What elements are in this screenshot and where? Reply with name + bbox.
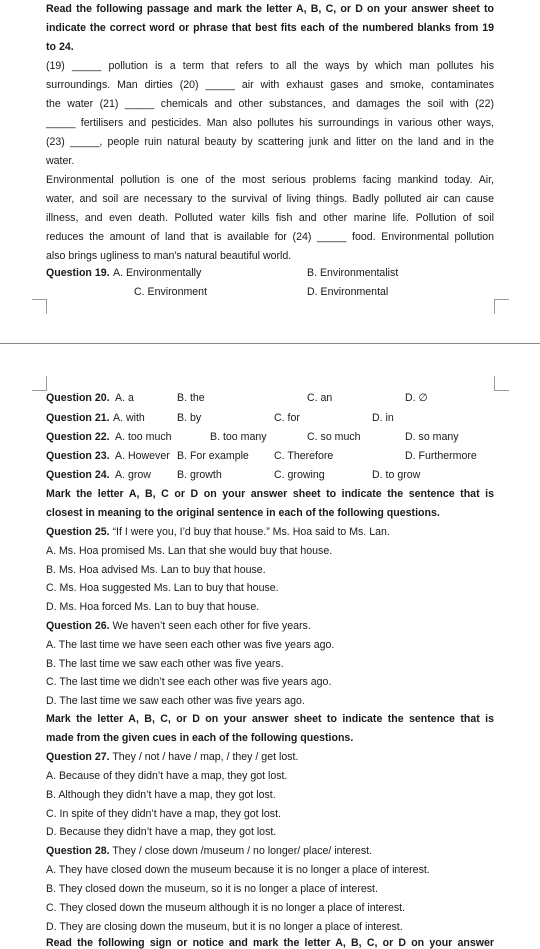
passage-text: Environmental pollution is one of the most serious problems facing mankind today. Air, [46, 174, 494, 186]
passage-text: reduces the amount of land that is available for (24) _____ food. Environmental pollution [46, 231, 494, 243]
option-c: C. Environment [134, 286, 208, 298]
passage-instruction: Read the following passage and mark the letter A, B, C, or D on your answer sheet to [46, 3, 494, 15]
question-28 [46, 845, 494, 857]
question-27 [46, 751, 494, 763]
option-b: B. Environmentalist [307, 267, 399, 279]
option-a: A. too much [115, 431, 172, 443]
option-c: C. Therefore [274, 450, 334, 462]
option-a: A. Environmentally [113, 267, 202, 279]
option-d: D. The last time we saw each other was five years ago. [46, 695, 305, 707]
option-d: D. so many [405, 431, 459, 443]
option-a: A. Ms. Hoa promised Ms. Lan that she would buy that house. [46, 545, 333, 557]
document-page-1 [0, 0, 540, 330]
section-instruction: Mark the letter A, B, C, or D on your answer sheet to indicate the sentence that is [46, 713, 494, 725]
option-b: B. Ms. Hoa advised Ms. Lan to buy that house. [46, 564, 266, 576]
option-c: C. growing [274, 469, 325, 481]
passage-text: also brings ugliness to man's natural beautiful world. [46, 250, 292, 262]
option-a: A. They have closed down the museum because it is no longer a place of interest. [46, 864, 430, 876]
option-c: C. Ms. Hoa suggested Ms. Lan to buy that house. [46, 582, 279, 594]
passage-text: _____ fertilisers and pesticides. Man also pollutes his surroundings in various other ways, [46, 117, 494, 129]
passage-instruction: to 24. [46, 41, 74, 53]
option-d: D. Environmental [307, 286, 389, 298]
passage-text: surroundings. Man dirties (20) _____ air with exhaust gases and smoke, contaminates [46, 79, 494, 91]
option-d: D. Furthermore [405, 450, 477, 462]
option-d: D. to grow [372, 469, 421, 481]
passage-text: water, and soil are necessary to the survival of living things. Badly polluted air can cause [46, 193, 494, 205]
page-corner-mark [32, 376, 47, 391]
option-a: A. However [115, 450, 170, 462]
section-instruction: made from the given cues in each of the following questions. [46, 732, 354, 744]
option-b: B. the [177, 392, 205, 404]
option-d: D. Because they didn’t have a map, they got lost. [46, 826, 277, 838]
question-label: Question 28. [46, 845, 110, 857]
option-a: A. with [113, 412, 145, 424]
option-a: A. a [115, 392, 134, 404]
question-26 [46, 620, 494, 632]
page-corner-mark [32, 299, 47, 314]
option-d: D. ∅ [405, 392, 428, 404]
option-c: C. The last time we didn’t see each other was five years ago. [46, 676, 332, 688]
question-label: Question 25. [46, 526, 110, 538]
question-stem: They / close down /museum / no longer/ place/ interest. [109, 845, 373, 857]
option-b: B. growth [177, 469, 222, 481]
option-b: B. They closed down the museum, so it is no longer a place of interest. [46, 883, 378, 895]
question-label: Question 20. [46, 392, 110, 404]
question-label: Question 27. [46, 751, 110, 763]
option-d: D. They are closing down the museum, but it is no longer a place of interest. [46, 921, 403, 933]
option-a: A. The last time we have seen each other was five years ago. [46, 639, 335, 651]
passage-text: the water (21) _____ chemicals and other substances, and damages the soil with (22) [46, 98, 494, 110]
option-d: D. Ms. Hoa forced Ms. Lan to buy that house. [46, 601, 260, 613]
option-b: B. Although they didn’t have a map, they got lost. [46, 789, 276, 801]
passage-text: (19) _____ pollution is a term that refers to all the ways by which man pollutes his [46, 60, 494, 72]
question-stem: They / not / have / map, / they / get lost. [109, 751, 299, 763]
section-instruction-cutoff: Read the following sign or notice and mark the letter A, B, C, or D on your answer [46, 937, 494, 949]
option-b: B. too many [210, 431, 267, 443]
option-a: A. Because of they didn’t have a map, they got lost. [46, 770, 288, 782]
question-label: Question 22. [46, 431, 110, 443]
passage-text: (23) _____, people ruin natural beauty by scattering junk and litter on the land and in the [46, 136, 494, 148]
question-label: Question 23. [46, 450, 110, 462]
question-stem: “If I were you, I’d buy that house.” Ms. Hoa said to Ms. Lan. [109, 526, 390, 538]
page-corner-mark [494, 299, 509, 314]
section-instruction: Mark the letter A, B, C or D on your answer sheet to indicate the sentence that is [46, 488, 494, 500]
question-label: Question 19. [46, 267, 110, 279]
option-c: C. They closed down the museum although it is no longer a place of interest. [46, 902, 406, 914]
option-b: B. The last time we saw each other was five years. [46, 658, 284, 670]
page-divider [0, 343, 540, 344]
page-gap [0, 330, 540, 360]
question-label: Question 24. [46, 469, 110, 481]
document-page-2 [0, 360, 540, 949]
question-stem: We haven’t seen each other for five years. [109, 620, 311, 632]
passage-text: illness, and even death. Polluted water kills fish and other marine life. Pollution of soil [46, 212, 494, 224]
section-instruction: closest in meaning to the original sentence in each of the following questions. [46, 507, 440, 519]
passage-instruction: indicate the correct word or phrase that best fits each of the numbered blanks from 19 [46, 22, 494, 34]
option-b: B. by [177, 412, 202, 424]
option-b: B. For example [177, 450, 249, 462]
passage-text: water. [46, 155, 75, 167]
option-c: C. an [307, 392, 333, 404]
option-c: C. In spite of they didn’t have a map, they got lost. [46, 808, 281, 820]
page-corner-mark [494, 376, 509, 391]
option-a: A. grow [115, 469, 151, 481]
option-c: C. so much [307, 431, 361, 443]
question-label: Question 26. [46, 620, 110, 632]
option-d: D. in [372, 412, 394, 424]
option-c: C. for [274, 412, 300, 424]
question-25 [46, 526, 494, 538]
question-label: Question 21. [46, 412, 110, 424]
